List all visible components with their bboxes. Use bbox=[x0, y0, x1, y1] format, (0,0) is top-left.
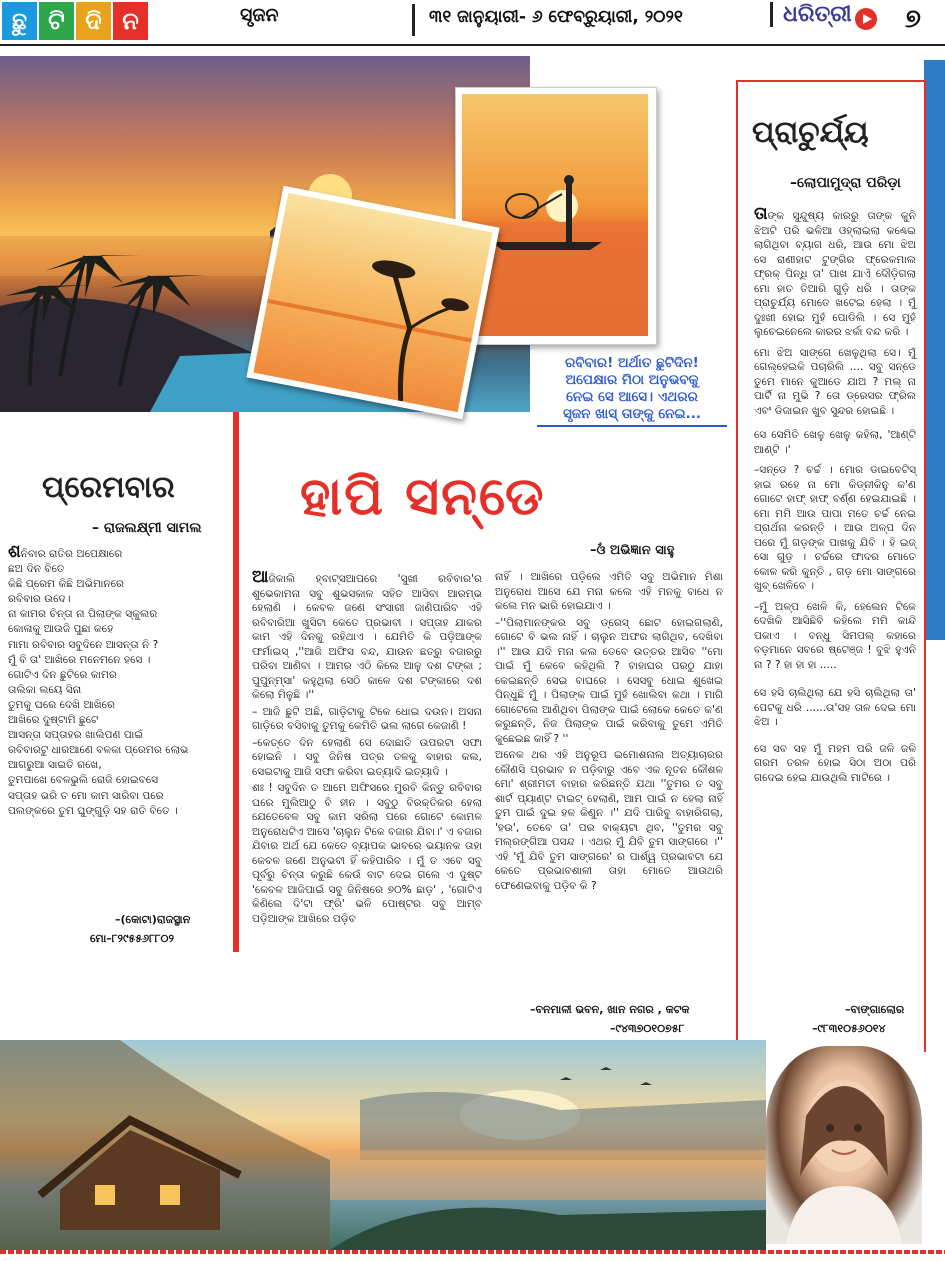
section-title: ସୃଜନ bbox=[240, 4, 279, 26]
fisherman-photo bbox=[462, 94, 648, 336]
paragraph: ମୋ ଝିଅ ସାଙ୍ଗେ ଖେଳୁଥିଲା ସେ। ମୁଁ ଗେଲ୍ହେଇକି ପଚାରିଲି .... ସବୁ ସନ୍‌ଡେ ତୁମେ ମାନେ କୁଆଡେ ଯାଅ ? ମଲ୍ ନା ପାର୍ଟି ନା ମୁଭି ? ତୋ ଡ୍ରେସର ଫ୍ରିଲ ଏବଂ ଡିଜାଇନ ଖୁବ ସୁନ୍ଦର ହୋଇଛି । bbox=[754, 346, 916, 417]
poem-line: ଆଗରୁଆ ସାଇତି ରଖେ, bbox=[8, 759, 102, 772]
paragraph: – ଆଜି ଛୁଟି ଅଛି, ଗାଡ଼ିଟାକୁ ଟିକେ ଧୋଇ ଦଉନ। ଅସନା ଗାଡ଼ିରେ ବସିବାକୁ ତୁମକୁ କେମିତି ଭଲ ଲାଗେ କେଜାଣି ! bbox=[252, 705, 482, 732]
poem-line: ସପ୍ତାହ ଭରି ତ ମୋ କାମ ସାରିବା ପରେ bbox=[8, 789, 164, 802]
poem-line: ଆସନ୍ତା ସପ୍ତାହର ଖାଲିପଣ ପାଇଁ bbox=[8, 729, 144, 742]
poem-line: ଶନିବାର ରାତିର ଅପେକ୍ଷାରେ bbox=[8, 542, 123, 562]
logo-letter-2: ଟି bbox=[39, 2, 74, 40]
poem-line: ତୁମକୁ ଘରେ ଦେଖି ଆଖିରେ bbox=[8, 698, 115, 711]
poem-lines bbox=[8, 542, 230, 819]
dropcap: ଆ bbox=[252, 567, 269, 587]
fisherman-photo-frame bbox=[455, 87, 657, 345]
caption-line: ରବିବାର! ଅର୍ଥାତ ଛୁଟିଦିନ! bbox=[565, 355, 699, 371]
dropcap: ତା bbox=[754, 204, 768, 224]
paragraph: ସେ ସେମିତି ଖେଳୁ ଖେଳୁ କହିଲା, 'ଆଣ୍ଟି ଆଣ୍ଟି ।' bbox=[754, 429, 916, 456]
prachurya-place: –ବାଙ୍ଗାଲୋର bbox=[845, 1003, 905, 1016]
poem-line: ପଲଙ୍କରେ ତୁମ ଘୁଙ୍ଗୁଡ଼ି ସହ ରାତି ବିତେ । bbox=[8, 804, 178, 817]
story-title: ହାପି ସନ୍‌ଡେ bbox=[300, 467, 546, 527]
paragraph: –କେତ୍ତେ ଦିନ ହେଲାଣି ସେ ଦୋଛାତି ଉପରଟା ସଫା ହୋଇନି । ସବୁ ଜିନିଷ ପତ୍ର ତଳକୁ ବାହାର କଲ, ସେଇଟାକୁ ଆଜି ସଫା କରିବା ଇତ୍ୟାଦି ଇତ୍ୟାଦି । bbox=[252, 736, 482, 778]
page-header bbox=[0, 0, 945, 46]
story-author: –ଓଁ ଅଭିଜ୍ଞାନ ସାହୁ bbox=[590, 543, 675, 558]
tree-photo bbox=[253, 193, 492, 412]
poem-line: ଗୋଟିଏ ଦିନ ଛୁଟିରେ କାମର bbox=[8, 668, 117, 681]
paragraph: –ମୁଁ ଅଳ୍ପ ଖେଳି କି, ହେଲେନ ଟିକେ ଦେଖିକି ଆସିଛିବି କହିଲେ ମମି କାନ୍ଦି ପକାଏ । ବନ୍ଧୁ ସିମପଲ୍ କହାରେ ବଡ଼ମାନେ ସବରେ ଷ୍ଟେଞ୍ଜ ! ବୁଝି ହୁଏନି ନା ? ? ହା ହା ହା ..... bbox=[754, 600, 916, 671]
poem-line: ମାମା ରବିବାର ସବୁଦିନେ ଆସନ୍ତା ନି ? bbox=[8, 638, 159, 651]
poem-phone: ମୋ–୮୨୯୫୫୬୮୮୦୨ bbox=[90, 932, 174, 945]
prachurya-phone: –୯୮୩୧୦୫୬୦୧୪ bbox=[812, 1022, 886, 1035]
page-number: ୭ bbox=[905, 4, 921, 34]
poem-line: ତୁମପାଖେ ବେଳଭୁଲି ରୋଜି ହୋଇବସେ bbox=[8, 774, 159, 787]
paragraph: –ସନ୍‌ଡେ ? ଚର୍ଚ୍ଚ । ମୋର ଡାଇବେଟିସ୍ ହାଇ ରହେ ନା ମୋ କିଡ୍‌ନୀକିନୁ କ'ଣ ଗୋଟେ ହାଫ୍ ହାଫ୍ ବର୍ଣ୍ଣ ହେଇଯାଇଛି । ମୋ ମମି ଆଉ ପାପା ମତେ ଚର୍ଚ୍ଚ ନେଇ ପ୍ରାର୍ଥନା କରନ୍ତି । ଆଉ ଅଳ୍ପ ଦିନ ପରେ ମୁଁ ଗଡ଼ଙ୍କ ପାଖକୁ ଯିବି । ହି ଇଜ୍ ସୋ ଗୁଡ଼ । ଚର୍ଚ୍ଚରେ ଫାଦର ମୋତେ କୋଳ କରି କୁନ୍ତି , ଗଡ଼ ମୋ ସାଙ୍ଗରେ ଖୁବ୍ ଖେଳିବେ । bbox=[754, 464, 916, 592]
paragraph: ଅନେକ ଥର ଏହି ଅନୁରୂପ ଇମୋଶନାଲ ଅତ୍ୟାଚାରର କୌଣସି ପ୍ରଭାବ ନ ପଡ଼ିବାରୁ ଏବେ ଏକ ନୂତନ କୌଶଳ ମୋ' ଶ୍ରୀମତୀ ବାହାର କରିଛନ୍ତି ଯଥା ''ତୁମର ତ ସବୁ ଶାର୍ଟ ପ୍ୟାଣ୍ଟ ଟାଇଟ୍ ହେଲାଣି, ଆମ ପାଇଁ ନ ହେଲା ନାହିଁ ତୁମ ପାଇଁ ଦୁଇ ହଳ କିଣୁନ ।'' ଯଦି ପାରିବୁ ବାହାରିଗଲା, 'ହଉ', ତେବେ ତା' ପର ବାକ୍ୟଟା ଥିବ, ''ତୁମର ସବୁ ମଲ୍‌ରଙ୍ଗିଆ ପସନ୍ଦ । ଏଥର ମୁଁ ଯିବି ତୁମ ସାଙ୍ଗରେ ।'' ଏହି 'ମୁଁ ଯିବି ତୁମ ସାଙ୍ଗରେ' ର ପାର୍ଶ୍ୱ ପ୍ରଭାବଟା ଯେ କେତେ ପ୍ରଭାବଶାଳୀ ତାହା ମୋତେ ଆଉଥରି ଫେଣେଇବାକୁ ପଡ଼ିବ କି ? bbox=[495, 749, 723, 892]
story-address: –ବନମାଳୀ ଭବନ, ଖାନ ନଗର , କଟକ bbox=[530, 1003, 690, 1016]
poem-body bbox=[8, 542, 230, 819]
poem-line: କୋଳାକୁ ଆଉଜି ପୁଛା କହେ bbox=[8, 623, 114, 636]
story-phone: –୯୪୩୭୦୧୦୭୫୮ bbox=[610, 1022, 685, 1035]
prachurya-title: ପ୍ରାଚୁର୍ଯ୍ୟ bbox=[752, 115, 869, 150]
paragraph: ଙ୍କ ସୁନ୍ଦୁଷ୍ୟ କାରରୁ ତାଙ୍କ କୁନି ଝିଅଟି ପରି ଭଳିଆ ଓହ୍ଲାଇଲା କଣ୍ଢେଇ ଲାଗିଥିବା ବ୍ୟାଗ ଧରି, ଆଉ ମୋ ଝିଅ ସେ ରାଣୀହାଟ ଟୁଙ୍ଗିର ଫ୍ରେକମାଲ ଫ୍ରକ୍ ପିନ୍ଧି ତା' ପାଖ ଯାଏଁ ଦୌଡ଼ିଗଲା ମୋ ହାତ ତିଆରି ଗୁଡ଼ି ଧରି । ତାଙ୍କ ପ୍ରାଚୁର୍ଯ୍ୟ ମୋତେ ଖଟେଇ ହେଲା । ମୁଁ ଦୁଃଖୀ ହୋଇ ମୁହଁ ପୋଡିଲି । ସେ ମୁହଁ ଲୁଚେଇନେଲେ କାରର ଝର୍କା ବନ୍ଦ କରି । bbox=[754, 210, 916, 338]
caption-line: ସୃଜନ ଖାସ୍ ତାଙ୍କୁ ନେଇ... bbox=[562, 406, 702, 422]
footer-rule bbox=[0, 1250, 945, 1254]
poem-line: ଆଖିରେ ଦୁଷ୍ଟାମି ଛୁଟେ bbox=[8, 714, 99, 727]
play-icon bbox=[855, 8, 877, 30]
tree-photo-frame bbox=[246, 186, 499, 419]
paragraph: –''ପିଲାମାନଙ୍କର ସବୁ ଡ୍ରେସ୍ ଛୋଟ ହୋଇଗଲାଣି, ଗୋଟେ ବି ଭଲ ନାହିଁ । ଚାଲୁନ ଅଫର ଲାଗିଥିବ, ଦେଖିବା ।'' ଆଉ ଯଦି ମନା କଲ ତେବେ ଉତ୍ତର ଆସିବ ''ମୋ ପାଇଁ ମୁଁ କେବେ କହିଥିଲି ? ବାହାଘର ପରଠୁ ଯାହା କେଇଛନ୍ତି ସେଇ ବାଘରେ । ସେସବୁ ଧୋଇ ଶୁଖେଇ ପିନ୍ଧୁଛି ମୁଁ । ପିଲାଙ୍କ ପାଇଁ ମୁହଁ ଖୋଲିବା କଥା । ମାଗି ଗୋଟେଲେ ଆଣିଥିବା ପିଲାଙ୍କ ପାଇଁ ଲୋକେ କେତେ କ'ଣ କରୁଛନ୍ତି, ନିଜ ପିଲାଙ୍କ ପାଇଁ କରିବାକୁ ତୁମେ ଏମିତି କୁଛେଇଛ କାହିଁ ? '' bbox=[495, 616, 723, 745]
cabin-lake-photo bbox=[0, 1040, 766, 1250]
poem-line: ମୁଁ ବି ତା' ଆଖିରେ ମନେମନେ ହସେ । bbox=[8, 653, 151, 666]
prachurya-author: –ଲୋପାମୁଦ୍ରା ପରିଡ଼ା bbox=[790, 175, 901, 191]
logo-letter-4: ନ bbox=[113, 2, 148, 40]
photo-caption bbox=[537, 355, 727, 427]
poem-title: ପ୍ରେମବାର bbox=[42, 470, 175, 505]
paragraph: ଶଃ ! ସବୁଦିନ ତ ଆମେ ଅଫିସରେ ମୁରବି କିନ୍ତୁ ରବିବାର ଘରେ ମୁଲିଆଠୁ ବି ହୀନ । ସବୁଠୁ ବିରକ୍ତିକର ହେଲା ଯେତେବେଳ ସବୁ କାମ ସରିଲା ପରେ ଗୋଟେ କୋମଳ ଅନୁରୋଧଟିଏ ଆସେ 'ଚାଲୁନ ଟିକେ ବଜାର ଯିବା।' ଏ ବଜାର ଯିବାର ଅର୍ଥ ଯେ କେତେ ବ୍ୟାପକ ଭାବରେ ଭୟାନକ ତାହା କେବଳ ଜଣେ ଅନୁଭବୀ ହିଁ କହିପାରିବ । ମୁଁ ତ ଏବେ ସବୁ ପୂର୍ବରୁ ଚିନ୍ତା କରୁଛି କେଉଁ ବାଟ ଦେଇ ଗଲେ ଏ ଦୁଷ୍ଟ 'କେବଳ ଆଜିପାଇଁ ସବୁ ଜିନିଷରେ ୭୦% ଛାଡ଼' , 'ଗୋଟିଏ କିଣିଲେ ଦି'ଟା ଫ୍ରି' ଭଳି ପୋଷ୍ଟର ସବୁ ଆମ୍ବ ପଡ଼ିଆଙ୍କ ଆଖିରେ ପଡ଼ିବ bbox=[252, 782, 482, 925]
girl-photo bbox=[766, 1046, 922, 1244]
paragraph: ସେ ହସି ଚାଲିଥିଲା ଯେ ହସି ଚାଲିଥିଲା ତା' ପେଟକୁ ଧରି ......ତା'ସହ ତାଳ ଦେଇ ମୋ ଝିଅ । bbox=[754, 687, 916, 728]
paragraph: ନାହିଁ । ଆଖିରେ ପଡ଼ିଲେ ଏମିତି ସବୁ ଅଭିମାନ ମିଶା ଅନୁରୋଧ ଆସେ ଯେ ମନା କଲେ ଏହି ମନକୁ ବାଧେ ନ କଲେ ମନ ଭାରି ହୋଇଯାଏ । bbox=[495, 571, 723, 612]
story-col-2 bbox=[495, 570, 723, 895]
prachurya-body bbox=[754, 204, 916, 787]
poem-line: ତାଲିକା ଲୟେ ସିନା bbox=[8, 683, 82, 696]
logo-letter-1: ଛୁ bbox=[2, 2, 37, 40]
poem-line: ନା କାମର ଚିନ୍ତା ନା ପିଲାଙ୍କ ସ୍କୁଲର bbox=[8, 608, 158, 621]
poem-line: ରବିବାରଟୁ ଧାରଆଣେ ବଳକା ପ୍ରେମର ଲୋଭ bbox=[8, 744, 189, 757]
poem-place: –(କୋଟା)ରାଜସ୍ଥାନ bbox=[115, 913, 191, 926]
paragraph: ଜିକାଲି ହ୍ବାଟ୍ସଆପରେ 'ସୁଖୀ ରବିବାର'ର ଶୁଭେକାମନା ସବୁ ଶୁଭସକାଳ ସହିତ ଆସିବା ଆରମ୍ଭ ହେଲାଣି । କେବଳ ଜଣେ ସଂସାରୀ ଜାଣିପାରିବ ଏହି ରବିବାରିଆ ଖୁସିଟା କେତେ ପ୍ରଭାବୀ । ସପ୍ତାହ ଯାକର କାମ ଏହି ଦିନକୁ ରହିଥାଏ । ଯେମିତି କି ପଡ଼ିଆଙ୍କ ଫର୍ମାଇସ୍ ,''ଆଜି ଅଫିସ ବନ୍ଦ, ଯାଉନ ଛତ୍ରୁ ବଜାରରୁ ପରିବା ଆଣିବା । ଆମର ଏଠି କିଲେ ଆଳୁ ଦଶ ଟଙ୍କା ; ପୁପୁନ୍ମ୍‌ସା' କହୁଥିଲା ସେଠି କାଳେ ଦଶ ଟଙ୍କାରେ ଦଶ କିଲୋ ମିଳୁଛି ।'' bbox=[252, 573, 482, 701]
poem-line: ରବିବାର ଉଦେ। bbox=[8, 593, 71, 606]
caption-line: ଅପେକ୍ଷାର ମିଠା ଅନୁଭବକୁ bbox=[565, 372, 699, 388]
issue-date: ୩୧ ଜାନୁୟାରୀ- ୬ ଫେବ୍ରୁୟାରୀ, ୨୦୨୧ bbox=[412, 4, 683, 36]
poem-line: ଛଅ ଦିନ ବିତେ bbox=[8, 563, 65, 576]
logo-letter-3: ଦି bbox=[76, 2, 111, 40]
red-divider bbox=[233, 412, 239, 952]
story-col-1 bbox=[252, 567, 482, 928]
dropcap: ଶ bbox=[8, 542, 21, 562]
caption-line: ନେଇ ସେ ଆସେ। ଏଥରର bbox=[566, 389, 698, 405]
poem-line: କିଛି ପ୍ରେମ କିଛି ଅଭିମାନରେ bbox=[8, 578, 125, 591]
brand-name: ଧରିତ୍ରୀ bbox=[770, 2, 852, 27]
paragraph: ସେ ସବ ସହ ମୁଁ ମହମ ପରି ଜଳି ଜଳି ଗରମ ତରଳ ହୋଇ ସିଠା ଅଠା ପରି ଗଦେଇ ହେଇ ଯାଉଥିଲି ମାଟିରେ । bbox=[754, 742, 916, 784]
poem-author: – ରାଜଲକ୍ଷ୍ମୀ ସାମଲ bbox=[92, 520, 202, 536]
